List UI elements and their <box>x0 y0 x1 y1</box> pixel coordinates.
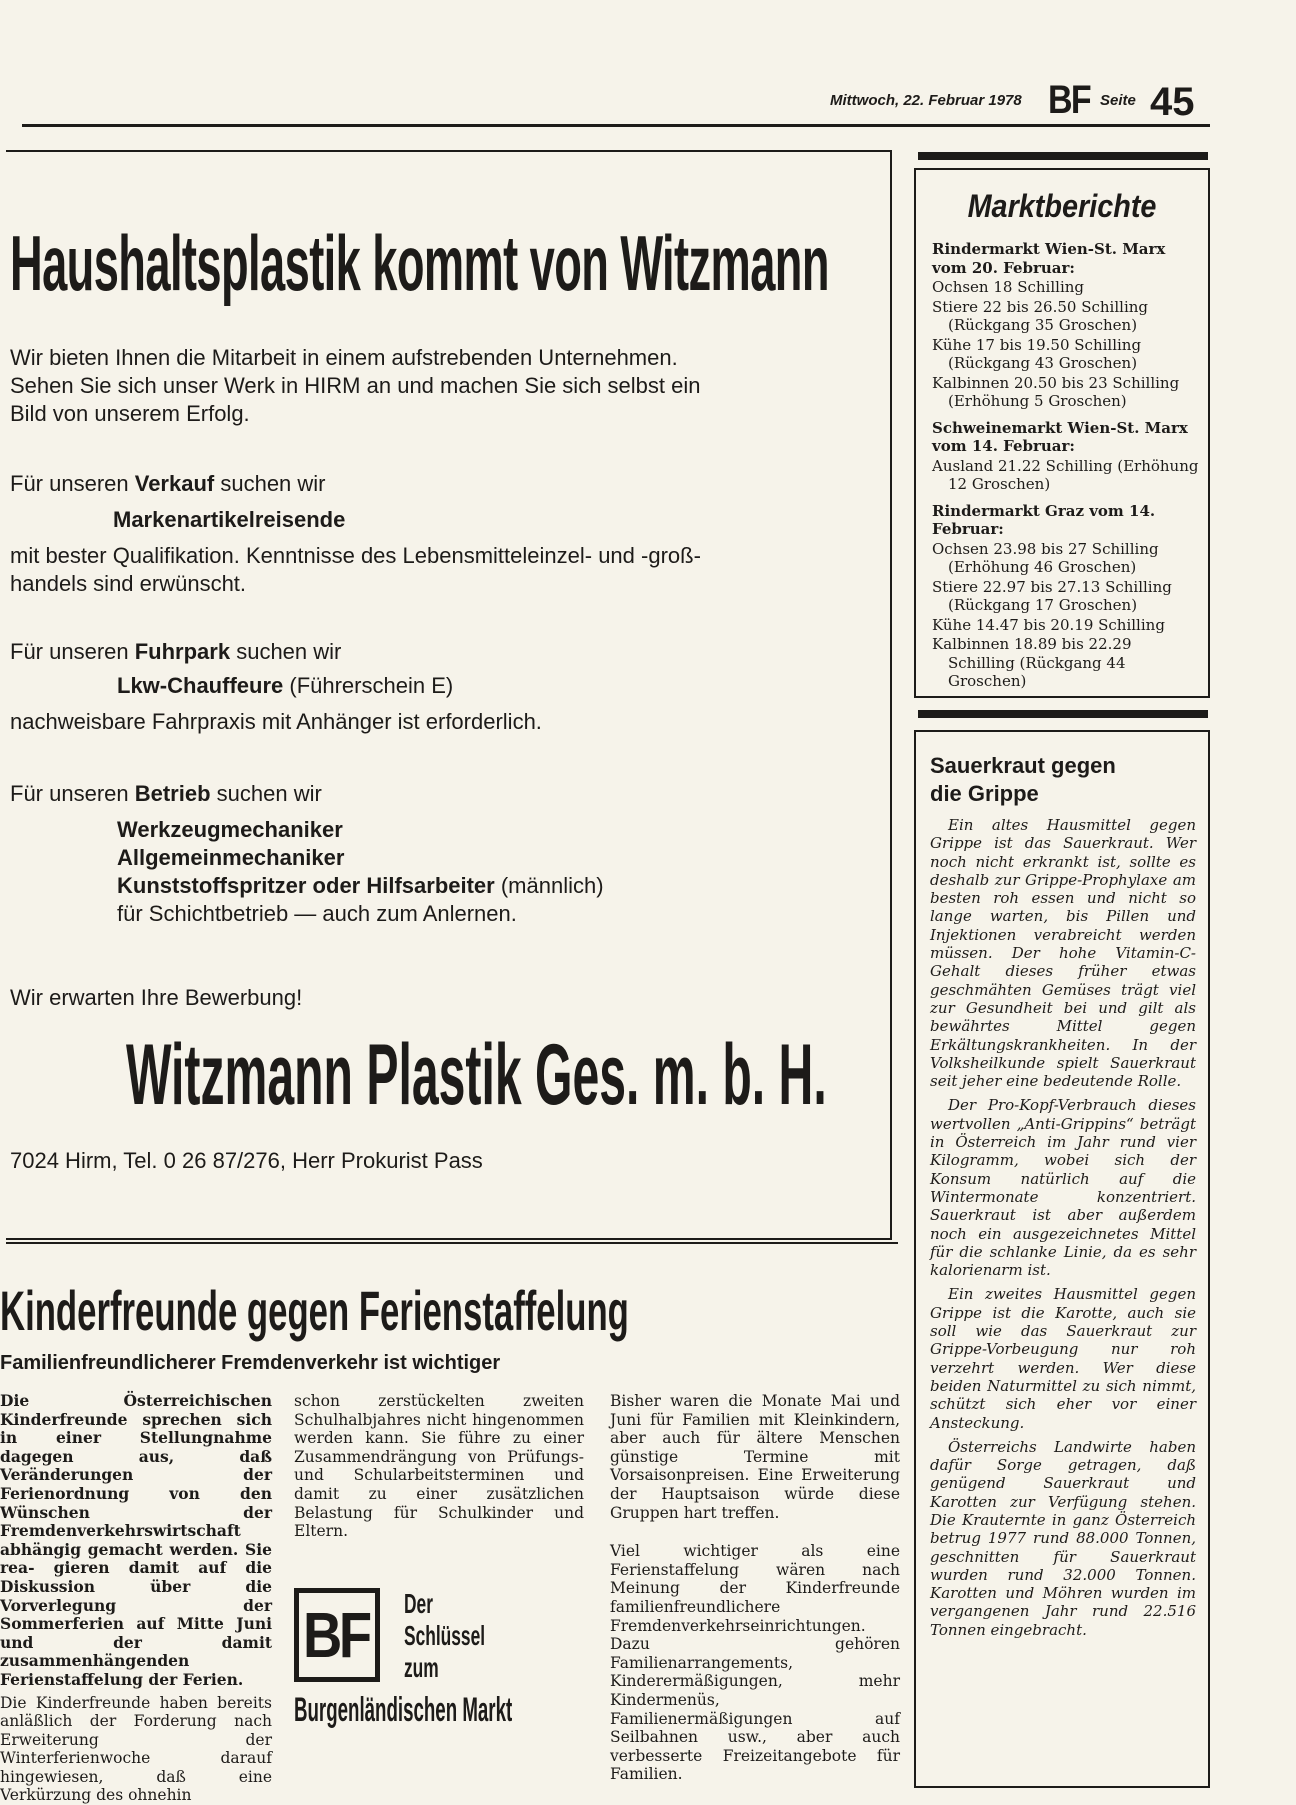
sauerkraut-title-line: Sauerkraut gegen <box>930 752 1116 780</box>
position-note: (Führerschein E) <box>283 673 453 698</box>
market-price-item: Stiere 22 bis 26.50 Schilling (Rückgang 35 Groschen) <box>932 298 1200 335</box>
text: suchen wir <box>230 639 341 664</box>
job-ad-headline: Haushaltsplastik kommt von Witzmann <box>10 218 829 309</box>
job-ad-intro-line: Bild von unserem Erfolg. <box>10 400 701 428</box>
job-ad-company: Witzmann Plastik Ges. m. b. H. <box>126 1026 827 1125</box>
job-ad-requirement: nachweisbare Fahrpraxis mit Anhänger ist erforderlich. <box>10 708 542 736</box>
article-column-3 <box>610 1392 900 1784</box>
position-markenartikelreisende: Markenartikelreisende <box>10 506 701 534</box>
article-paragraph: Bisher waren die Monate Mai und Juni für Familien mit Kleinkindern, aber auch für ältere Menschen günstige Termine mit Vorsaisonpreisen. Eine Erweiterung der Hauptsaison würde diese Gruppen hart treffen. <box>610 1392 900 1522</box>
position-kunststoffspritzer <box>10 872 604 900</box>
sauerkraut-title-line: die Grippe <box>930 780 1116 808</box>
market-price-item: Kalbinnen 18.89 bis 22.29 Schilling (Rückgang 44 Groschen) <box>932 635 1200 691</box>
job-ad-intro-line: Sehen Sie sich unser Werk in HIRM an und machen Sie sich selbst ein <box>10 372 701 400</box>
article-paragraph: Viel wichtiger als eine Ferienstaffelung wären nach Meinung der Kinderfreunde familienfreundlichere Fremdenverkehrseinrichtungen. Dazu gehören Familienarrangements, Kinderermäßigungen, mehr Kindermenüs, Familienermäßigungen auf Seilbahnen usw., aber auch verbesserte Freizeitangebote für Familien. <box>610 1542 900 1784</box>
ad-bottom-rule <box>6 1242 898 1244</box>
department-fuhrpark: Fuhrpark <box>135 639 230 664</box>
job-ad-closing: Wir erwarten Ihre Bewerbung! <box>10 984 302 1012</box>
job-ad-verkauf-intro <box>10 470 701 498</box>
sauerkraut-box <box>914 730 1210 1788</box>
bf-slogan-markt: Burgenländischen Markt <box>294 1694 512 1726</box>
marktberichte-title: Marktberichte <box>931 188 1194 225</box>
article-headline: Kinderfreunde gegen Ferienstaffelung <box>0 1278 629 1343</box>
job-ad-fuhrpark-intro <box>10 638 542 666</box>
department-verkauf: Verkauf <box>135 471 215 496</box>
market-heading: Rindermarkt Wien-St. Marx vom 20. Februar: <box>932 240 1200 277</box>
job-ad-intro-line: Wir bieten Ihnen die Mitarbeit in einem aufstrebenden Unternehmen. <box>10 344 701 372</box>
sauerkraut-paragraph: Ein altes Hausmittel gegen Grippe ist das Sauerkraut. Wer noch nicht erkrankt ist, sollte es deshalb zur Grippe-Prophylaxe am besten roh essen und nicht so lange warten, bis Pillen und Injektionen verabreicht werden müssen. Der hohe Vitamin-C-Gehalt dieses früher etwas geschmähten Gemüses trägt viel zur Gesundheit bei und gilt als bewährtes Mittel gegen Erkältungskrankheiten. In der Volksheilkunde spielt Sauerkraut seit jeher eine bedeutende Rolle. <box>930 816 1196 1090</box>
job-ad-intro <box>10 344 701 428</box>
bf-slogan-line: zum <box>404 1652 439 1684</box>
sauerkraut-title <box>930 752 1116 808</box>
position-werkzeugmechaniker: Werkzeugmechaniker <box>10 816 604 844</box>
market-price-item: Ochsen 18 Schilling <box>932 278 1200 297</box>
job-ad-betrieb <box>10 780 604 928</box>
job-ad-requirement: mit bester Qualifikation. Kenntnisse des Lebensmitteleinzel- und -groß- <box>10 542 701 570</box>
position-note: (männlich) <box>495 873 604 898</box>
header-page-number: 45 <box>1150 80 1195 125</box>
bf-logo-box <box>294 1588 380 1682</box>
job-ad-betrieb-intro <box>10 780 604 808</box>
header-date: Mittwoch, 22. Februar 1978 <box>830 92 1022 109</box>
market-price-item: Kalbinnen 20.50 bis 23 Schilling (Erhöhung 5 Groschen) <box>932 374 1200 411</box>
job-ad-verkauf <box>10 470 701 598</box>
sauerkraut-paragraph: Ein zweites Hausmittel gegen Grippe ist die Karotte, auch sie soll wie das Sauerkraut zur Grippe-Vorbeugung nur roh verzehrt werden. Wer diese beiden Naturmittel zu sich nimmt, schützt sich eher vor einer Ansteckung. <box>930 1285 1196 1431</box>
sauerkraut-top-bar <box>918 710 1208 718</box>
marktberichte-list <box>932 240 1200 699</box>
sauerkraut-body <box>930 816 1196 1645</box>
position-lkw-chauffeure <box>10 672 542 700</box>
bf-slogan-line: Schlüssel <box>404 1620 485 1652</box>
sauerkraut-paragraph: Der Pro-Kopf-Verbrauch dieses wertvollen „Anti-Grippins“ beträgt in Österreich im Jahr rund vier Kilogramm, wobei sich der Konsum natürlich auf die Wintermonate konzentriert. Sauerkraut ist aber außerdem noch ein ausgezeichnetes Mittel für die schlanke Linie, da es sehr kalorienarm ist. <box>930 1096 1196 1279</box>
market-heading: Schweinemarkt Wien-St. Marx vom 14. Februar: <box>932 419 1200 456</box>
market-price-item: Stiere 22.97 bis 27.13 Schilling (Rückgang 17 Groschen) <box>932 578 1200 615</box>
job-ad-address: 7024 Hirm, Tel. 0 26 87/276, Herr Prokurist Pass <box>10 1148 483 1174</box>
text: Für unseren <box>10 781 135 806</box>
article-column-2 <box>294 1392 584 1541</box>
text: Für unseren <box>10 639 135 664</box>
article-paragraph: Die Kinderfreunde haben bereits anläßlich der Forderung nach Erweiterung der Winterferienwoche darauf hingewiesen, daß eine Verkürzung des ohnehin <box>0 1694 272 1805</box>
article-column-1 <box>0 1392 272 1805</box>
market-block <box>932 240 1200 411</box>
bf-logo: BF <box>303 1599 369 1671</box>
position-allgemeinmechaniker: Allgemeinmechaniker <box>10 844 604 872</box>
job-ad-fuhrpark <box>10 638 542 736</box>
text: Für unseren <box>10 471 135 496</box>
job-ad-requirement: handels sind erwünscht. <box>10 570 701 598</box>
bf-advertisement <box>294 1588 586 1738</box>
text: suchen wir <box>214 471 325 496</box>
header-seite-label: Seite <box>1100 92 1136 109</box>
position-title: Lkw-Chauffeure <box>117 673 283 698</box>
article-lead: Die Österreichischen Kinderfreunde sprechen sich in einer Stellungnahme dagegen aus, daß Veränderungen der Ferienordnung von den Wünschen der Fremdenverkehrswirtschaft abhängig gemacht werden. Sie rea- gieren damit auf die Diskussion über die Vorverlegung der Sommerferien auf Mitte Juni und der damit zusammenhängenden Ferienstaffelung der Ferien. <box>0 1392 272 1690</box>
article-subheadline: Familienfreundlicherer Fremdenverkehr ist wichtiger <box>0 1352 500 1375</box>
article-paragraph: schon zerstückelten zweiten Schulhalbjahres nicht hingenommen werden kann. Sie führe zu einer Zusammendrängung von Prüfungs- und Schularbeitsterminen und damit zu einer zusätzlichen Belastung für Schulkinder und Eltern. <box>294 1392 584 1541</box>
text: suchen wir <box>211 781 322 806</box>
sauerkraut-paragraph: Österreichs Landwirte haben dafür Sorge getragen, daß genügend Sauerkraut und Karotten zur Verfügung stehen. Die Krauternte in ganz Österreich betrug 1977 rund 88.000 Tonnen, geschnitten für Sauerkraut wurden rund 32.000 Tonnen. Karotten und Möhren wurden im vergangenen Jahr rund 22.516 Tonnen eingebracht. <box>930 1438 1196 1639</box>
header-rule <box>22 124 1210 127</box>
market-price-item: Kühe 14.47 bis 20.19 Schilling <box>932 616 1200 635</box>
marktberichte-top-bar <box>918 152 1208 160</box>
market-price-item: Ochsen 23.98 bis 27 Schilling (Erhöhung 46 Groschen) <box>932 540 1200 577</box>
header-logo: BF <box>1048 78 1090 123</box>
position-schichtbetrieb: für Schichtbetrieb — auch zum Anlernen. <box>10 900 604 928</box>
marktberichte-box <box>914 168 1210 698</box>
market-heading: Rindermarkt Graz vom 14. Februar: <box>932 502 1200 539</box>
market-block <box>932 502 1200 691</box>
position-title: Kunststoffspritzer oder Hilfsarbeiter <box>117 873 495 898</box>
bf-slogan-line: Der <box>404 1588 433 1620</box>
market-price-item: Ausland 21.22 Schilling (Erhöhung 12 Groschen) <box>932 457 1200 494</box>
market-block <box>932 419 1200 494</box>
department-betrieb: Betrieb <box>135 781 211 806</box>
market-price-item: Kühe 17 bis 19.50 Schilling (Rückgang 43 Groschen) <box>932 336 1200 373</box>
